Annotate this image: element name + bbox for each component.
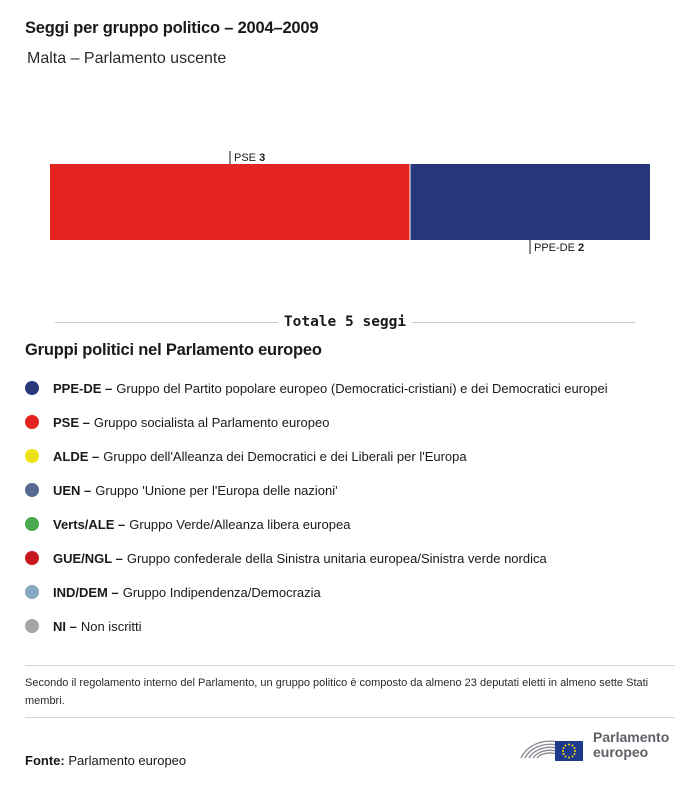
bar-segment-pse (50, 164, 410, 240)
european-parliament-logo-icon (519, 728, 585, 762)
legend-abbr: PSE – (53, 414, 90, 430)
legend-item (25, 507, 685, 541)
legend-color-dot (25, 415, 39, 429)
legend-color-dot (25, 449, 39, 463)
legend-color-dot (25, 585, 39, 599)
legend-item (25, 541, 685, 575)
data-label-value: 2 (578, 242, 585, 254)
legend-desc: Gruppo Indipendenza/Democrazia (122, 584, 321, 600)
footnote: Secondo il regolamento interno del Parlamento, un gruppo politico è composto da almeno 23 deputati eletti in almeno sette Stati membri. (25, 677, 649, 707)
bar-segment-ppe-de (410, 164, 650, 240)
logo-line-1: Parlamento (593, 729, 670, 745)
data-label-pse (234, 152, 265, 164)
logo-text (593, 730, 669, 760)
legend-item (25, 609, 685, 643)
legend-abbr: NI – (53, 618, 77, 634)
chart-subtitle: Malta – Parlamento uscente (27, 50, 227, 67)
legend-color-dot (25, 381, 39, 395)
legend-desc: Gruppo 'Unione per l'Europa delle nazioni' (95, 482, 338, 498)
legend-title: Gruppi politici nel Parlamento europeo (25, 341, 322, 359)
legend-color-dot (25, 517, 39, 531)
source-value: Parlamento europeo (68, 753, 187, 768)
note-divider-top (25, 665, 675, 666)
legend-item (25, 473, 685, 507)
legend-item (25, 439, 685, 473)
legend-color-dot (25, 619, 39, 633)
legend-abbr: PPE-DE – (53, 380, 113, 396)
legend-item (25, 405, 685, 439)
legend-abbr: IND/DEM – (53, 584, 119, 600)
legend-item (25, 575, 685, 609)
source (25, 753, 186, 768)
note-divider-bottom (25, 717, 675, 718)
legend-color-dot (25, 551, 39, 565)
total-seats-label: Totale 5 seggi (283, 314, 407, 330)
legend-desc: Gruppo Verde/Alleanza libera europea (129, 516, 351, 532)
logo-line-2: europeo (593, 744, 649, 760)
legend-color-dot (25, 483, 39, 497)
legend-desc: Gruppo dell'Alleanza dei Democratici e dei Liberali per l'Europa (103, 448, 467, 464)
data-label-group: PPE-DE (534, 242, 579, 254)
legend-abbr: UEN – (53, 482, 92, 498)
data-label-ppe-de (534, 242, 584, 254)
legend (25, 371, 685, 643)
parliament-logo (519, 728, 669, 762)
total-row (55, 312, 635, 332)
legend-abbr: Verts/ALE – (53, 516, 126, 532)
legend-desc: Gruppo confederale della Sinistra unitaria europea/Sinistra verde nordica (126, 550, 547, 566)
total-rule-right (412, 322, 635, 323)
legend-desc: Non iscritti (80, 618, 142, 634)
legend-abbr: GUE/NGL – (53, 550, 123, 566)
seat-bar-chart (0, 140, 700, 260)
legend-desc: Gruppo socialista al Parlamento europeo (93, 414, 330, 430)
legend-item (25, 371, 685, 405)
data-label-value: 3 (259, 152, 266, 164)
legend-desc: Gruppo del Partito popolare europeo (Democratici-cristiani) e dei Democratici europei (116, 380, 608, 396)
data-label-group: PSE (234, 152, 260, 164)
total-rule-left (55, 322, 278, 323)
source-label: Fonte: (25, 753, 65, 768)
chart-title: Seggi per gruppo politico – 2004–2009 (25, 19, 319, 37)
legend-abbr: ALDE – (53, 448, 100, 464)
